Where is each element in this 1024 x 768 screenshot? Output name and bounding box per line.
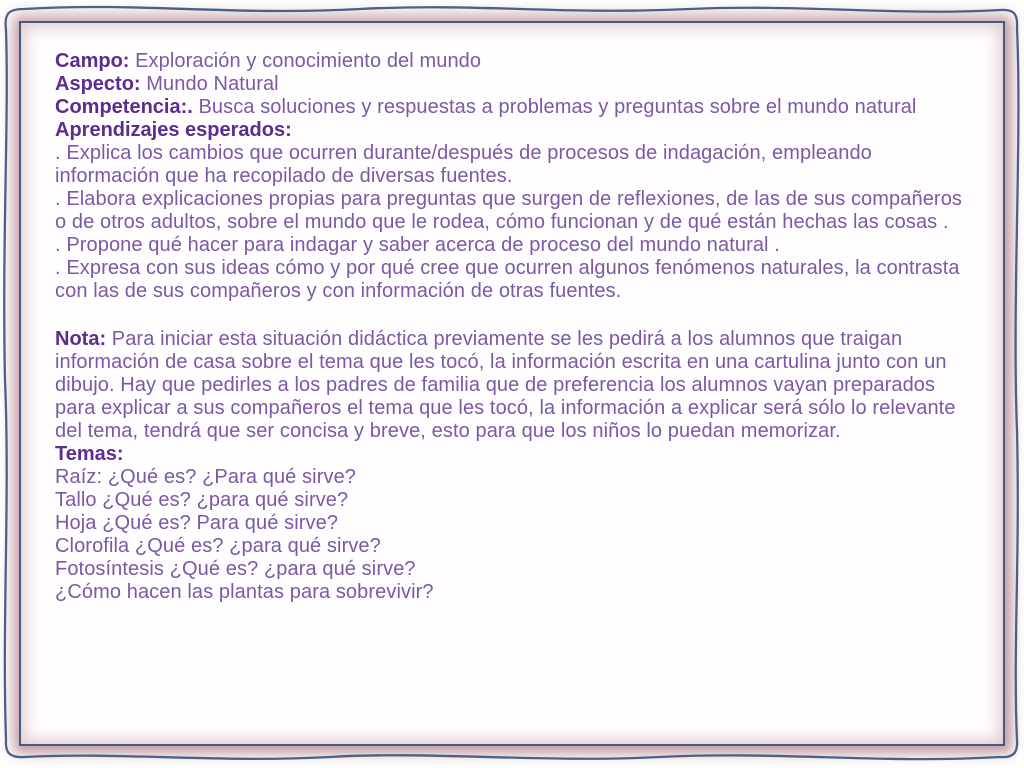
topic-item-fotosintesis bbox=[55, 558, 965, 581]
paragraph-nota bbox=[55, 328, 965, 443]
topic-item-sobrevivir bbox=[55, 581, 965, 604]
campo-label: Campo: bbox=[55, 50, 130, 72]
aspecto-value: Mundo Natural bbox=[140, 73, 279, 95]
competencia-label: Competencia:. bbox=[55, 96, 193, 118]
paragraph-competencia bbox=[55, 96, 965, 119]
paragraph-temas-heading bbox=[55, 443, 965, 466]
learning-item-3-text: . Propone qué hacer para indagar y saber acerca de proceso del mundo natural . bbox=[55, 234, 780, 256]
nota-value: Para iniciar esta situación didáctica previamente se les pedirá a los alumnos que traigan información de casa sobre el tema que les tocó, la información escrita en una cartulina junto con un dibujo. Hay que pedirles a los padres de familia que de preferencia los alumnos vayan preparados para explicar a sus compañeros el tema que les tocó, la información a explicar será sólo lo relevante del tema, tendrá que ser concisa y breve, esto para que los niños lo puedan memorizar. bbox=[55, 328, 956, 442]
topic-item-sobrevivir-text: ¿Cómo hacen las plantas para sobrevivir? bbox=[55, 581, 434, 603]
nota-label: Nota: bbox=[55, 328, 107, 350]
learning-item-4-text: . Expresa con sus ideas cómo y por qué cree que ocurren algunos fenómenos naturales, la contrasta con las de sus compañeros y con información de otras fuentes. bbox=[55, 257, 960, 302]
temas-label: Temas: bbox=[55, 443, 124, 465]
aprendizajes-label: Aprendizajes esperados: bbox=[55, 119, 292, 141]
topic-item-fotosintesis-text: Fotosíntesis ¿Qué es? ¿para qué sirve? bbox=[55, 558, 416, 580]
topic-item-clorofila bbox=[55, 535, 965, 558]
aspecto-label: Aspecto: bbox=[55, 73, 141, 95]
topic-item-hoja bbox=[55, 512, 965, 535]
learning-item-1-text: . Explica los cambios que ocurren durante/después de procesos de indagación, empleando información que ha recopilado de diversas fuentes. bbox=[55, 142, 872, 187]
slide-text-block bbox=[55, 50, 965, 604]
learning-item-2 bbox=[55, 188, 965, 234]
topic-item-clorofila-text: Clorofila ¿Qué es? ¿para qué sirve? bbox=[55, 535, 381, 557]
competencia-value: Busca soluciones y respuestas a problemas y preguntas sobre el mundo natural bbox=[192, 96, 917, 118]
learning-item-2-text: . Elabora explicaciones propias para preguntas que surgen de reflexiones, de las de sus compañeros o de otros adultos, sobre el mundo que le rodea, cómo funcionan y de qué están hechas las cosas . bbox=[55, 188, 963, 233]
paragraph-aspecto bbox=[55, 73, 965, 96]
learning-item-4 bbox=[55, 257, 965, 303]
topic-item-hoja-text: Hoja ¿Qué es? Para qué sirve? bbox=[55, 512, 339, 534]
paragraph-campo bbox=[55, 50, 965, 73]
campo-value: Exploración y conocimiento del mundo bbox=[129, 50, 482, 72]
learning-item-3 bbox=[55, 234, 965, 257]
topic-item-raiz bbox=[55, 466, 965, 489]
topic-item-tallo bbox=[55, 489, 965, 512]
learning-item-1 bbox=[55, 142, 965, 188]
topic-item-tallo-text: Tallo ¿Qué es? ¿para qué sirve? bbox=[55, 489, 349, 511]
paragraph-aprendizajes-heading bbox=[55, 119, 965, 142]
topic-item-raiz-text: Raíz: ¿Qué es? ¿Para qué sirve? bbox=[55, 466, 357, 488]
